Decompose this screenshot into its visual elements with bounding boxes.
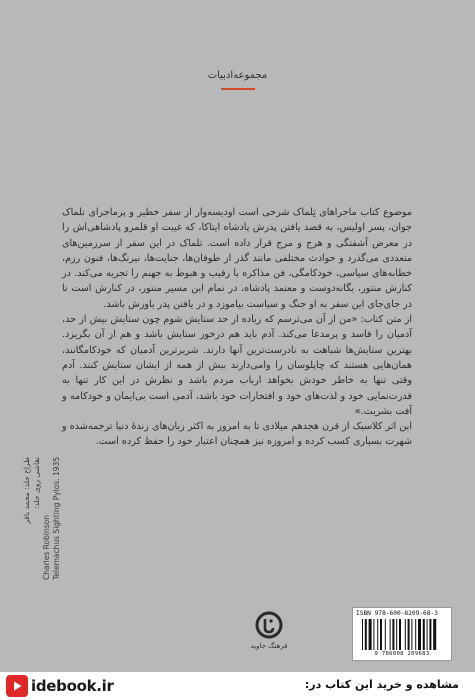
publisher-name: فرهنگ جاوید	[250, 642, 288, 650]
series-label: مجموعه‌ادبیات	[207, 70, 268, 81]
store-banner-text: مشاهده و خرید این کتاب در:	[304, 678, 459, 691]
isbn-label: ISBN 978-600-8209-68-3	[356, 610, 438, 617]
painting-title: Telemachus Sighting Pylos. 1935	[52, 456, 61, 580]
design-credit: طراح جلد: محمد باقر	[22, 456, 31, 524]
barcode-icon	[359, 618, 445, 651]
painting-credit-label: نقاشی روی جلد:	[32, 456, 41, 510]
store-banner[interactable]	[0, 672, 475, 700]
series-underline	[221, 88, 255, 90]
description-text	[62, 205, 412, 450]
store-brand-name: idebook.ir	[31, 677, 114, 695]
painting-author: Charles Robinson	[42, 515, 51, 580]
description-paragraph-2: از متن کتاب: «من از آن می‌ترسم که زیاده از حد ستایش شوم چون ستایش بیش از حد، آدمیان را فاسد و پرمدعا می‌کند. آدم باید هم درخور ستایش باشد و هم از آن بگریزد. بهترین ستایش‌ها شباهت به نادرست‌ترین آنها دارند. شریرترین آدمیان که خودکامگانند، همان‌هایی هستند که چاپلوسان را وامی‌دارند بیش از همه از ایشان ستایش کنند. آدم وقتی تنها به خاطر خودش بخواهد ارباب مردم باشد و نظرش در این کار تنها به قدرت‌نمایی خود و لذت‌های خود و افتخارات خود باشد، آدمی است بی‌ایمان و خودکامه و آفت بشریت.»	[62, 314, 412, 417]
publisher-logo	[248, 610, 290, 650]
publisher-logo-icon	[254, 610, 284, 640]
cover-credits	[22, 457, 62, 580]
barcode-digits: 9 786008 209683	[374, 651, 430, 657]
play-logo-icon	[6, 675, 28, 697]
store-brand[interactable]	[6, 675, 114, 697]
description-paragraph-3: این اثر کلاسیک از قرن هجدهم میلادی تا به امروز به اکثر زبان‌های زندهٔ دنیا ترجمه‌شده و شهرت بسیاری کسب کرده و امروزه نیز همچنان اعتبار خود را حفظ کرده است.	[62, 421, 412, 448]
isbn-barcode	[352, 607, 452, 661]
description-paragraph-1: موضوع کتاب ماجراهای تِلماک شرحی است اودیسه‌وار از سفر خطیر و پرماجرای تلماک جوان، پسر اولیس، به قصد یافتن پدرش پادشاه ایتاکا، که غیبت او قلمرو پادشاهی‌اش را در معرض آشفتگی و هرج و مرج قرار داده است. تلماک در این سفر از سرزمین‌های متعددی می‌گذرد و حوادث مختلفی مانند گذر از طوفان‌ها، جنایت‌ها، نیرنگ‌ها، فنون رزم، خطابه‌های سیاسی، خودکامگی، فن مذاکره با رقیب و هبوط به جهنم را تجربه می‌کند. در کنارش منتور، یگانه‌دوست و معتمد پادشاه، در تمام این مسیر منتور، در کنارش است تا در جای‌جای این سفر به او جنگ و سیاست بیاموزد و در یافتن پدر یاورش باشد.	[62, 207, 412, 310]
